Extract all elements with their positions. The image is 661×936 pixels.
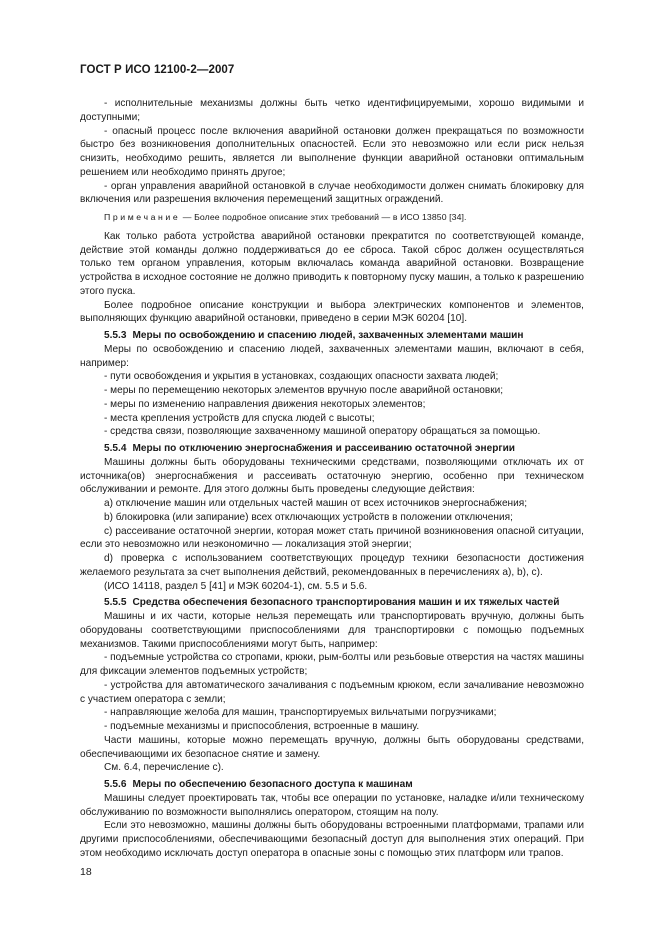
paragraph: Машины и их части, которые нельзя перемещать или транспортировать вручную, должны быть оборудованы соответствующими приспособлениями для транспортировки с помощью подъемных механизмов. Такими приспособлениями могут быть, например: xyxy=(80,611,584,650)
section-number: 5.5.4 xyxy=(104,443,127,454)
note-text: — Более подробное описание этих требований — в ИСО 13850 [34]. xyxy=(180,212,467,222)
paragraph: - места крепления устройств для спуска людей с высоты; xyxy=(104,412,375,424)
paragraph: Машины следует проектировать так, чтобы все операции по установке, наладке и/или техническому обслуживанию по возможности выполнялись оператором, стоящим на полу. xyxy=(80,792,584,818)
paragraph: Меры по освобождению и спасению людей, захваченных элементами машин, включают в себя, например: xyxy=(80,343,584,369)
paragraph: Если это невозможно, машины должны быть оборудованы встроенными платформами, трапами или другими приспособлениями, обеспечивающими безопасный доступ для выполнения этих операций. При этом необходимо исключать доступ оператора в опасные зоны с помощью этих платформ или трапов. xyxy=(80,820,584,859)
paragraph: (ИСО 14118, раздел 5 [41] и МЭК 60204-1), см. 5.5 и 5.6. xyxy=(104,580,368,592)
paragraph: См. 6.4, перечисление с). xyxy=(104,762,224,774)
section-number: 5.5.5 xyxy=(104,597,127,609)
section-number: 5.5.6 xyxy=(104,779,127,790)
paragraph: - подъемные механизмы и приспособления, встроенные в машину. xyxy=(104,721,420,732)
section-number: 5.5.3 xyxy=(104,330,127,341)
section-heading xyxy=(80,596,584,610)
section-heading xyxy=(80,778,584,792)
paragraph: - направляющие желоба для машин, транспортируемых вильчатыми погрузчиками; xyxy=(104,707,497,719)
paragraph: c) рассеивание остаточной энергии, которая может стать причиной возникновения опасной ситуации, если это невозможно или неэкономично — локализация этой энергии; xyxy=(80,525,584,551)
note xyxy=(80,211,584,225)
paragraph: b) блокировка (или запирание) всех отключающих устройств в положении отключения; xyxy=(104,511,513,523)
section-title: Меры по освобождению и спасению людей, захваченных элементами машин xyxy=(132,330,524,341)
section-title: Средства обеспечения безопасного транспортирования машин и их тяжелых частей xyxy=(132,597,560,609)
page-header-title: ГОСТ Р ИСО 12100-2—2007 xyxy=(80,64,235,76)
paragraph: - опасный процесс после включения аварийной остановки должен прекращаться по возможности быстро без возникновения дополнительных опасностей. Если это невозможно или если риск нельзя снизить, необходимо решить, является ли выполнение функции аварийной остановки оптимальным решением или необходимо принять другое; xyxy=(80,125,584,178)
page-number: 18 xyxy=(80,866,92,878)
paragraph: - пути освобождения и укрытия в установках, создающих опасности захвата людей; xyxy=(104,371,499,383)
section-title: Меры по отключению энергоснабжения и рассеиванию остаточной энергии xyxy=(132,443,515,454)
paragraph: d) проверка с использованием соответствующих процедур техники безопасности достижения желаемого результата за счет выполнения действий, рекомендованных в перечислениях а), b), с). xyxy=(80,553,584,578)
paragraph: - орган управления аварийной остановкой в случае необходимости должен снимать блокировку для включения или разрешения включения перемещений защитных ограждений. xyxy=(80,180,584,206)
paragraph: - устройства для автоматического зачаливания с подъемным крюком, если зачаливание невозможно с участием оператора с земли; xyxy=(80,679,584,705)
paragraph: - подъемные устройства со стропами, крюки, рым-болты или резьбовые отверстия на частях машины для фиксации элементов подъемных устройств; xyxy=(80,652,584,677)
paragraph: Машины должны быть оборудованы техническими средствами, позволяющими отключать их от источника(ов) энергоснабжения и рассеивать остаточную энергию, особенно при техническом обслуживании и ремонте. Для этого должны быть проведены следующие действия: xyxy=(80,456,584,496)
paragraph: - исполнительные механизмы должны быть четко идентифицируемыми, хорошо видимыми и доступными; xyxy=(80,98,584,123)
body-text xyxy=(80,97,584,861)
section-heading xyxy=(80,329,584,343)
paragraph: a) отключение машин или отдельных частей машин от всех источников энергоснабжения; xyxy=(104,498,528,509)
section-heading xyxy=(80,442,584,456)
paragraph: Как только работа устройства аварийной остановки прекратится по соответствующей команде, действие этой команды должно поддерживаться до ее сброса. Такой сброс должен осуществляться только тем органом управления, которым включалась команда аварийной остановки. Возвращение устройства в исходное состояние не должно приводить к повторному пуску машин, а только к разрешению этого пуска. xyxy=(80,230,584,297)
paragraph: - средства связи, позволяющие захваченному машиной оператору обращаться за помощью. xyxy=(104,426,541,438)
section-title: Меры по обеспечению безопасного доступа к машинам xyxy=(132,779,413,790)
note-label: Примечание xyxy=(104,212,181,222)
paragraph: Более подробное описание конструкции и выбора электрических компонентов и элементов, выполняющих функцию аварийной остановки, приведено в серии МЭК 60204 [10]. xyxy=(80,299,584,325)
paragraph: - меры по перемещению некоторых элементов вручную после аварийной остановки; xyxy=(104,385,504,396)
paragraph: - меры по изменению направления движения некоторых элементов; xyxy=(104,398,426,410)
paragraph: Части машины, которые можно перемещать вручную, должны быть оборудованы средствами, обеспечивающими их безопасное снятие и замену. xyxy=(80,734,584,760)
